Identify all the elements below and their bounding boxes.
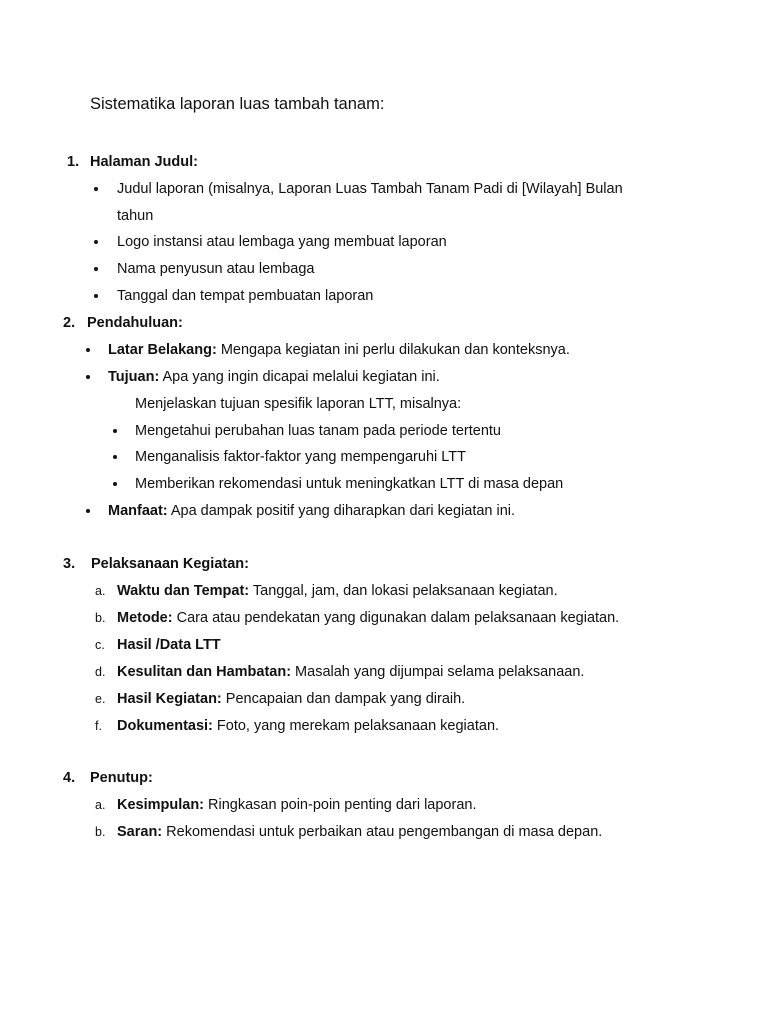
- item-text: Cara atau pendekatan yang digunakan dalam pelaksanaan kegiatan.: [172, 610, 620, 626]
- bullet-icon: [94, 187, 98, 191]
- list-item: Logo instansi atau lembaga yang membuat laporan: [117, 234, 447, 250]
- section-2-heading: Pendahuluan:: [87, 315, 183, 331]
- item-label: Manfaat:: [108, 503, 168, 519]
- list-item: [117, 690, 465, 708]
- list-item: Nama penyusun atau lembaga: [117, 261, 315, 277]
- bullet-icon: [113, 455, 117, 459]
- item-label: Waktu dan Tempat:: [117, 583, 250, 599]
- section-2-number: 2.: [63, 315, 76, 331]
- item-label: Kesimpulan:: [117, 797, 205, 813]
- list-item: Menganalisis faktor-faktor yang mempengaruhi LTT: [135, 449, 466, 465]
- list-item: [117, 582, 558, 600]
- bullet-icon: [113, 482, 117, 486]
- item-label: Saran:: [117, 824, 163, 840]
- item-label: Metode:: [117, 610, 173, 626]
- list-item: [117, 717, 499, 735]
- document-title: Sistematika laporan luas tambah tanam:: [90, 95, 385, 113]
- item-text: Apa dampak positif yang diharapkan dari kegiatan ini.: [167, 503, 516, 519]
- item-text: Masalah yang dijumpai selama pelaksanaan.: [291, 664, 585, 680]
- item-text: Foto, yang merekam pelaksanaan kegiatan.: [212, 718, 500, 734]
- list-marker: a.: [95, 798, 106, 812]
- list-marker: d.: [95, 665, 106, 679]
- list-marker: c.: [95, 638, 105, 652]
- bullet-icon: [94, 294, 98, 298]
- list-item: Judul laporan (misalnya, Laporan Luas Tambah Tanam Padi di [Wilayah] Bulan: [117, 181, 623, 197]
- bullet-icon: [86, 375, 90, 379]
- list-marker: b.: [95, 611, 106, 625]
- list-item: Tanggal dan tempat pembuatan laporan: [117, 288, 374, 304]
- list-item: [117, 796, 476, 814]
- list-item: [117, 609, 619, 627]
- item-text: Tanggal, jam, dan lokasi pelaksanaan kegiatan.: [249, 583, 558, 599]
- section-3-number: 3.: [63, 556, 76, 572]
- bullet-icon: [94, 240, 98, 244]
- item-text: Apa yang ingin dicapai melalui kegiatan ini.: [159, 369, 440, 385]
- list-marker: b.: [95, 825, 106, 839]
- list-marker: a.: [95, 584, 106, 598]
- item-label: Latar Belakang:: [108, 342, 217, 358]
- bullet-icon: [113, 429, 117, 433]
- list-item: Memberikan rekomendasi untuk meningkatkan LTT di masa depan: [135, 476, 564, 492]
- list-item: [108, 341, 570, 359]
- item-text: Ringkasan poin-poin penting dari laporan.: [204, 797, 477, 813]
- item-text: Rekomendasi untuk perbaikan atau pengembangan di masa depan.: [162, 824, 603, 840]
- list-item: [108, 368, 440, 386]
- section-4-number: 4.: [63, 770, 76, 786]
- section-3-heading: Pelaksanaan Kegiatan:: [91, 556, 249, 572]
- item-label: Dokumentasi:: [117, 718, 213, 734]
- item-label: Hasil /Data LTT: [117, 637, 221, 653]
- list-item: [117, 663, 584, 681]
- bullet-icon: [86, 348, 90, 352]
- list-marker: e.: [95, 692, 106, 706]
- list-item-continuation: tahun: [117, 208, 154, 224]
- item-label: Hasil Kegiatan:: [117, 691, 222, 707]
- bullet-icon: [86, 509, 90, 513]
- item-label: Kesulitan dan Hambatan:: [117, 664, 292, 680]
- item-text: Pencapaian dan dampak yang diraih.: [221, 691, 466, 707]
- sub-intro: Menjelaskan tujuan spesifik laporan LTT, misalnya:: [135, 396, 462, 412]
- list-item: [108, 502, 515, 520]
- bullet-icon: [94, 267, 98, 271]
- section-1-heading: Halaman Judul:: [90, 154, 198, 170]
- section-4-heading: Penutup:: [90, 770, 153, 786]
- list-marker: f.: [95, 719, 102, 733]
- list-item: [117, 636, 221, 654]
- item-label: Tujuan:: [108, 369, 160, 385]
- item-text: Mengapa kegiatan ini perlu dilakukan dan konteksnya.: [216, 342, 570, 358]
- list-item: [117, 823, 602, 841]
- list-item: Mengetahui perubahan luas tanam pada periode tertentu: [135, 423, 501, 439]
- section-1-number: 1.: [67, 154, 80, 170]
